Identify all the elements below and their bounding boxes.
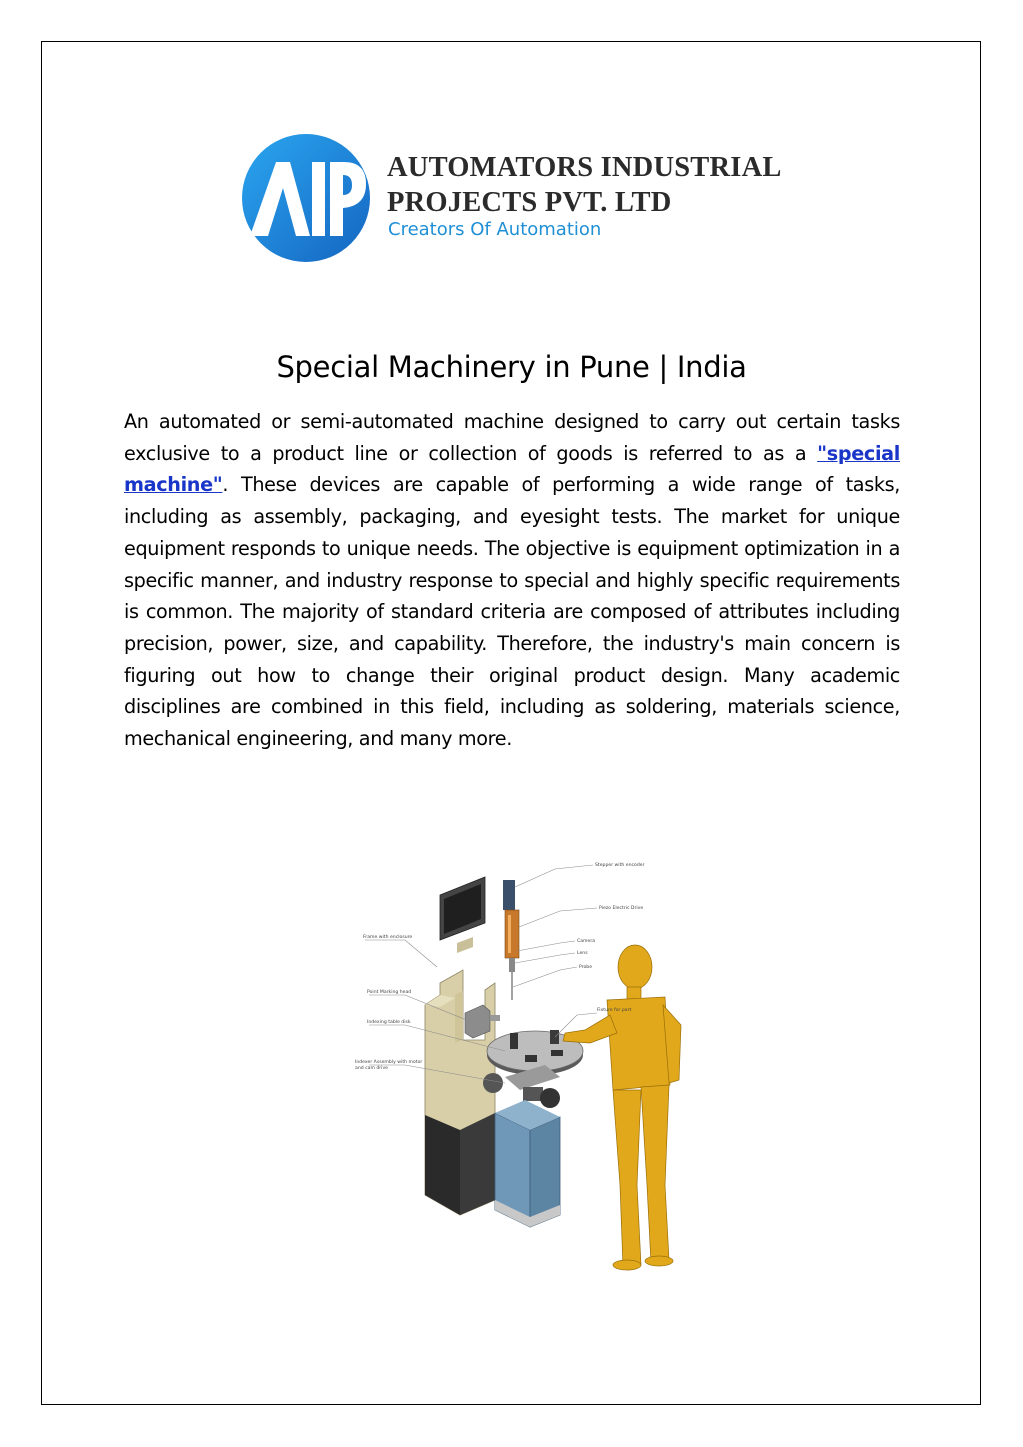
body-paragraph (124, 406, 900, 755)
company-name-line1: AUTOMATORS INDUSTRIAL (387, 152, 782, 183)
aip-logo-icon (240, 132, 372, 264)
special-machine-illustration (345, 855, 725, 1275)
callout-fixture: Fixture for part (597, 1008, 632, 1013)
callout-probe: Probe (579, 965, 593, 970)
callout-marking-head: Point Marking head (367, 990, 412, 995)
base-cabinet (495, 1100, 560, 1227)
callout-piezo: Piezo Electric Drive (599, 906, 644, 911)
vertical-axis (503, 880, 519, 1000)
callout-indexer-line1: Indexer Assembly with motor (355, 1060, 423, 1065)
page-title: Special Machinery in Pune | India (276, 350, 747, 384)
company-name-line2: PROJECTS PVT. LTD (387, 187, 672, 218)
special-machine-link[interactable]: "special machine" (124, 441, 900, 497)
monitor (440, 877, 485, 953)
callout-indexing-disk: Indexing table disk (367, 1020, 411, 1025)
callout-indexer-line2: and cam drive (355, 1066, 389, 1071)
callout-frame: Frame with enclosure (363, 935, 413, 940)
body-text-before-link: An automated or semi-automated machine designed to carry out certain tasks exclusive to a product line or collection of goods is referred to as a (124, 410, 900, 465)
operator-figure (563, 945, 681, 1270)
body-text-after-link: . These devices are capable of performing a wide range of tasks, including as assembly, packaging, and eyesight tests. The market for unique equipment responds to unique needs. The objective is equipment optimization in a specific manner, and industry response to special and highly specific requirements is common. The majority of standard criteria are composed of attributes including precision, power, size, and capability. Therefore, the industry's main concern is figuring out how to change their original product design. Many academic disciplines are combined in this field, including as soldering, materials science, mechanical engineering, and many more. (124, 473, 900, 751)
company-tagline: Creators Of Automation (388, 219, 602, 240)
callout-stepper: Stepper with encoder (595, 863, 645, 868)
callout-lens: Lens (577, 951, 588, 956)
callout-camera: Camera (577, 939, 596, 944)
company-logo (240, 132, 800, 264)
